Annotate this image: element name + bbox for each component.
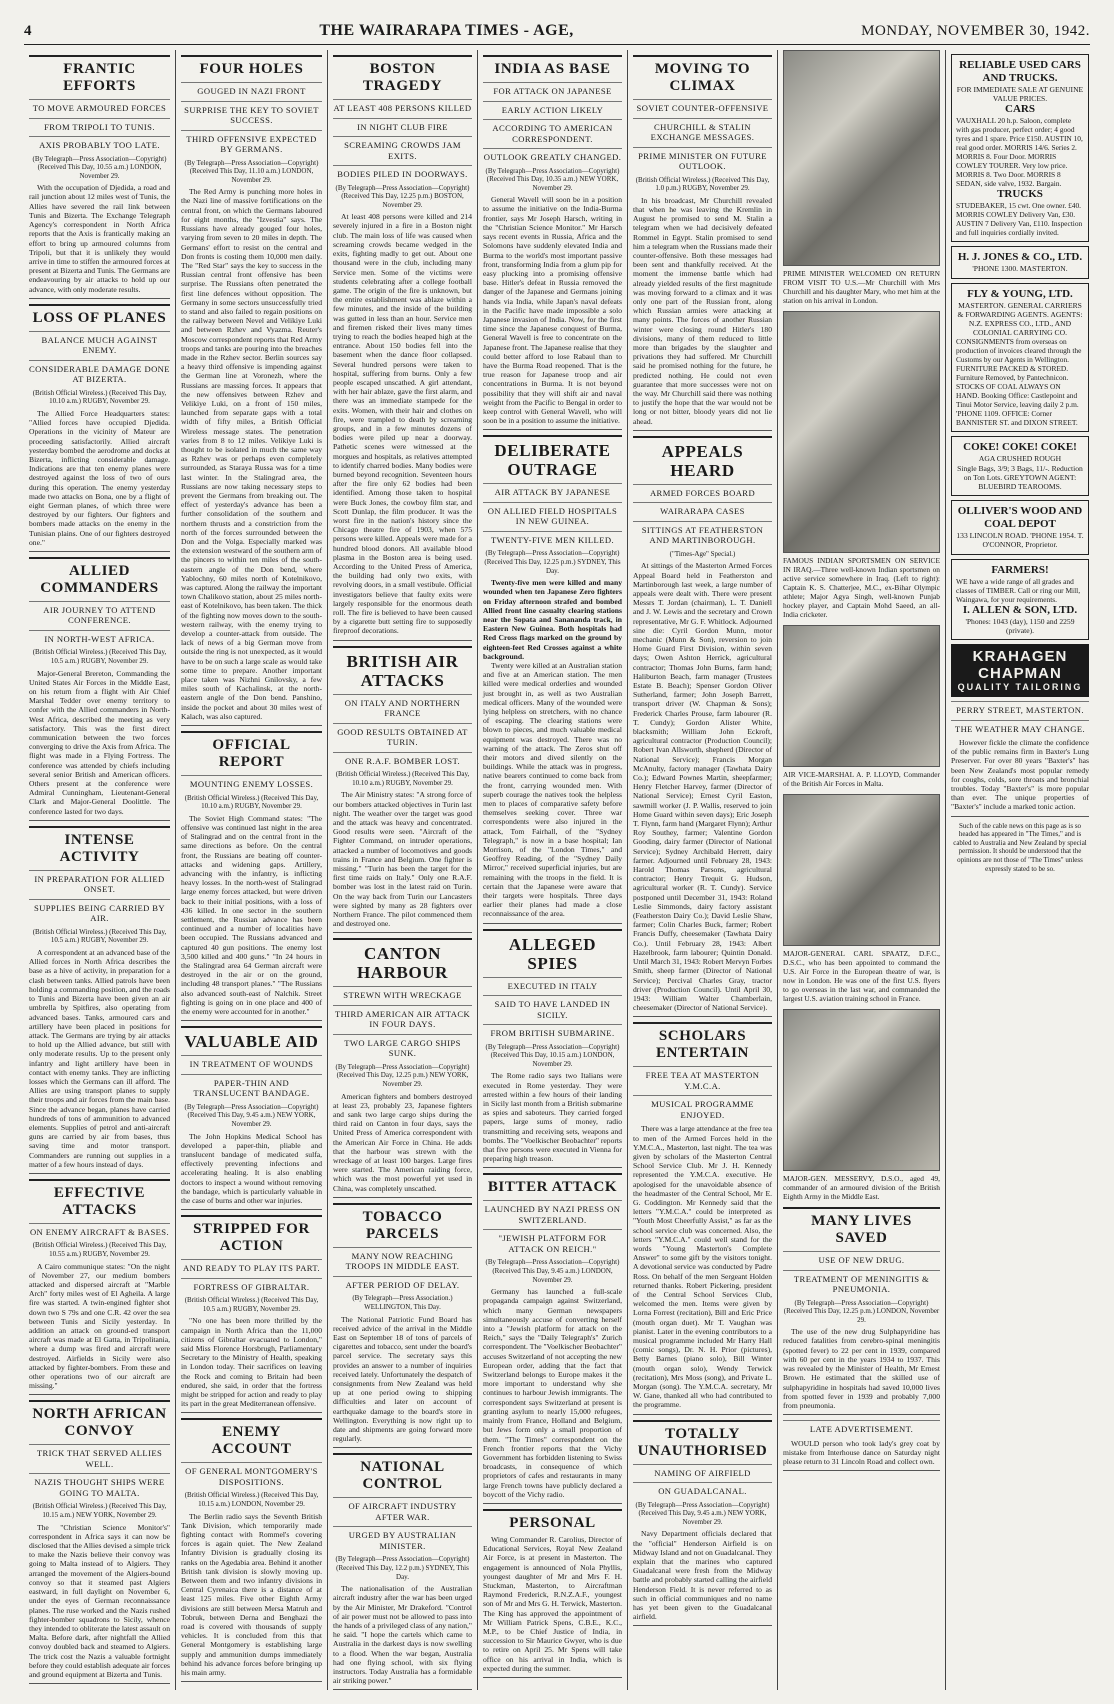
article [29,304,170,552]
article-many-lives-saved [783,1207,940,1415]
photo-caption: FAMOUS INDIAN SPORTSMEN ON SERVICE IN IRAQ.—Three well-known Indian sportsmen on active service somewhere in Iraq. (Left to right): Captain K. S. Chatterjee, M.C., ex-Bihar Olympic athlete; Major Agya Singh, well-known Punjab hockey player, and Captain Mohd Saeed, an all-India cricketer. [783,556,940,619]
column-6 [778,50,946,1690]
dateline: (British Official Wireless.) (Received This Day, 10.10 a.m.) RUGBY, November 29. [32,388,167,406]
ad-firm: I. ALLEN & SON, LTD. [962,603,1078,616]
subheadline: IN NIGHT CLUB FIRE [333,118,472,133]
subheadline: WAIRARAPA CASES [633,502,772,517]
subheadline: FOR ATTACK ON JAPANESE [483,82,622,97]
subheadline: CHURCHILL & STALIN EXCHANGE MESSAGES. [633,118,772,143]
subheadline: SURPRISE THE KEY TO SOVIET SUCCESS. [181,101,322,126]
article-body: Major-General Brereton, Commanding the United States Air Forces in the Middle East, on his return from a flight with Air Chief Marshal Tedder over enemy territory to confer with the Allied commanders in North-West Africa, described the meeting as very satisfactory. This was the first direct communication between the two forces converging to drive the Axis from Africa. The flight was made in a Flying Fortress. The conference was attended by chiefs including several senior British and American officers. Others present at the conference were Admiral Cunningham, Lieutenant-General Clark and Major-General Doolittle. The conference lasted for two days. [29,668,170,816]
article [181,1215,322,1413]
subheadline: OF AIRCRAFT INDUSTRY AFTER WAR. [333,1497,472,1522]
ad-subtitle: MASTERTON. GENERAL CARRIERS & FORWARDING AGENTS. AGENTS: N.Z. EXPRESS CO., LTD., AND COLONIAL CARRYING CO. [957,300,1083,338]
masthead [24,22,1090,45]
article [483,1173,622,1503]
subheadline: MUSICAL PROGRAMME ENJOYED. [633,1095,772,1120]
headline: BOSTON TRAGEDY [333,55,472,95]
subheadline: IN PREPARATION FOR ALLIED ONSET. [29,870,170,895]
subheadline: FROM TRIPOLI TO TUNIS. [29,118,170,133]
subheadline: THIRD AMERICAN AIR ATTACK IN FOUR DAYS. [333,1005,472,1030]
subheadline: BODIES PILED IN DOORWAYS. [333,165,472,180]
photo-churchill [783,50,940,266]
subheadline: ACCORDING TO AMERICAN CORRESPONDENT. [483,119,622,144]
column-7 [946,50,1094,1690]
subheadline: SCREAMING CROWDS JAM EXITS. [333,136,472,161]
ad-farmers [951,559,1089,640]
subheadline: TRICK THAT SERVED ALLIES WELL. [29,1444,170,1469]
article-body: The Berlin radio says the Seventh British Tank Division, which temporarily made fighting contact with Rommel's covering forces is again quiet. The New Zealand Infantry Division is gradually closing its ranks on the Agedabia area. Behind it another British tank division is slowly moving up. Between them and two infantry divisions in Central Cyrenaica there is a distance of at least 125 miles. Five other Eighth Army divisions are still between Mersa Matruh and Tobruk, between Derna and Benghazi the road is covered with thousands of supply vehicles. It is concluded from this that General Montgomery is establishing large supply and ammunition dumps immediately behind his advance forces before bringing up his main army. [181,1511,322,1677]
article-body: "No one has been more thrilled by the campaign in North Africa than the 11,000 citizens of Gibraltar evacuated to London," said Miss Florence Horsbrugh, Parliamentary Secretary to the Ministry of Health, speaking in London today. Their sacrifices on leaving the Rock and coming to Britain had been endured, she said, in order that the fortress might be stripped for action and ready to play its part in the great Mediterranean offensive. [181,1316,322,1409]
ad-body: WOULD person who took lady's grey coat by mistake from Interhouse dance on Saturday night please return to 31 Lincoln Road and collect own. [783,1438,940,1467]
article-body: The use of the new drug Sulphapyridine has reduced fatalities from cerebro-spinal meningitis (spotted fever) to 22 per cent in 1939, compared with 60 per cent in the years 1934 to 1937. This was revealed by the Minister of Health, Mr Ernest Brown. He estimated that the skilled use of sulphapyridine in hospitals had saved 10,000 lives from spotted fever in 1939 and probably 7,000 from pneumonia. [783,1327,940,1410]
subheadline: FROM BRITISH SUBMARINE. [483,1024,622,1039]
article-body: The National Patriotic Fund Board has received advice of the arrival in the Middle East on September 18 of tons of parcels of cigarettes and tobacco, sent under the board's parcel service. The secretary says this provides an answer to a number of inquiries received lately. Unfortunately the despatch of consignments from New Zealand was held up at one period owing to shipping difficulties and later on account of earthquake damage to the board's store in Wellington. Everything is now right up to date and shipments are going forward more regularly. [333,1314,472,1444]
ad-heading: TRUCKS [997,188,1043,201]
subheadline: FORTRESS OF GIBRALTAR. [181,1278,322,1293]
issue-date: MONDAY, NOVEMBER 30, 1942. [861,23,1090,39]
subheadline: AIR ATTACK BY JAPANESE [483,483,622,498]
dateline: (By Telegraph—Press Association—Copyright) (Received This Day, 10.55 a.m.) LONDON, November 29. [32,154,167,180]
headline: INDIA AS BASE [483,55,622,78]
headline: TOBACCO PARCELS [333,1203,472,1243]
subheadline: SOVIET COUNTER-OFFENSIVE [633,99,772,114]
dateline: (By Telegraph—Press Association—Copyright) (Received This Day, 9.45 a.m.) NEW YORK, November 29. [184,1102,319,1128]
subheadline: EARLY ACTION LIKELY [483,101,622,116]
article [633,55,772,431]
subheadline: SUPPLIES BEING CARRIED BY AIR. [29,899,170,924]
dateline: ("Times-Age" Special.) [669,549,736,558]
subheadline: ON ALLIED FIELD HOSPITALS IN NEW GUINEA. [483,502,622,527]
headline: FRANTIC EFFORTS [29,55,170,95]
dateline: (By Telegraph—Press Association.) WELLINGTON, This Day. [352,1294,453,1311]
subheadline: PRIME MINISTER ON FUTURE OUTLOOK. [633,147,772,172]
headline: TOTALLY UNAUTHORISED [633,1420,772,1460]
article-lead: Twenty-five men were killed and many wounded when ten Japanese Zero fighters on Friday afternoon strafed and bombed Allied front line casualty clearing stations near the Sopata and Sanananda track, in Eastern New Guinea. Both hospitals had Red Cross flags marked on the ground by eighteen-feet Red Crosses against a white background. [483,578,622,661]
headline: OFFICIAL REPORT [181,731,322,771]
article-body: A correspondent at an advanced base of the Allied forces in North Africa describes the base as a hive of activity, in preparation for a clash between tanks. Allied patrols have been holding a commanding position, and the roads to Tunis and Bizerta have been given an air umbrella by Spitfires, also operating from advanced bases. Tanks, armoured cars and artillery have been placed in positions for attack. The Germans are trying by air attacks to hold up the Allied advance, but still with only moderate results. Up to the present only infantry and light artillery have been in contact with enemy tanks. They are inflicting losses which the Germans can ill afford. The Allies are using transport planes to supply their troops and air forces from the main base. Since the advance began, planes have carried hundreds of tons of ammunition to advanced elements. Supplies of petrol and anti-aircraft guns are carried by air from bases, thus saving time and motor transport. Commanders are running out supplies in a matter of a few hours instead of days. [29,948,170,1169]
article [181,1418,322,1682]
krahagen-chapman-logo [951,644,1089,697]
subheadline: IN NORTH-WEST AFRICA. [29,630,170,645]
dateline: (British Official Wireless.) (Received This Day, 10.5 a.m.) RUGBY, November 29. [32,648,167,666]
photo-messervy [783,1009,940,1171]
article-body: Wing Commander R. Carolius, Director of Educational Services, Royal New Zealand Air Force, is at present in Masterton. The engagement is announced of Nola Phyllis, youngest daughter of Mr and Mrs F. H. Stuckman, Masterton, to Aircraftman Raymond Frederick, R.N.Z.A.F., youngest son of Mr and Mrs G. H. Terwick, Masterton. The King has approved the appointment of Mr William Patrick Spens, C.B.E., K.C., M.P., to be Chief Justice of India, in succession to Sir Maurice Gwyer, who is due to retire on April 25. Mr Spens will take office on his arrival in India, which is expected during the summer. [483,1534,622,1673]
headline: DELIBERATE OUTRAGE [483,435,622,479]
subheadline: CONSIDERABLE DAMAGE DONE AT BIZERTA. [29,360,170,385]
article-body: The Soviet High Command states: "The offensive was continued last night in the area of Stalingrad and on the central front in the same directions as before. On the central front, the Russians are beating off counter-attacks and widening gaps. Artillery, advancing with the infantry, is inflicting heavy losses. In the north-west of Stalingrad large enemy forces attacked, but were driven back to their initial positions, with a loss of 436 killed. In one sector in the southern settlement, the Russian advance has been continued and a number of localities have been occupied. The Russians advanced and captured 40 gun positions. The enemy lost 3,500 killed and 400 guns." "In 24 hours in the Stalingrad area 64 German aircraft were destroyed in the air or on the ground, including 48 transport planes." "The Russians also advanced south-east of Nalchik. Street fighting is going on in one place and 400 of the enemy were accounted for in another." [181,813,322,1017]
article [29,1179,170,1396]
article [633,1420,772,1627]
dateline: (British Official Wireless.) (Received This Day, 10.10 a.m.) RUGBY, November 29. [335,770,470,787]
subheadline: AT LEAST 408 PERSONS KILLED [333,99,472,114]
article [483,929,622,1169]
headline: NORTH AFRICAN CONVOY [29,1400,170,1440]
photo-indian-sportsmen [783,311,940,553]
headline: VALUABLE AID [181,1026,322,1051]
subheadline: TREATMENT OF MENINGITIS & PNEUMONIA. [783,1270,940,1295]
subheadline: MOUNTING ENEMY LOSSES. [181,775,322,790]
article [333,1453,472,1690]
cable-news-footnote: Such of the cable news on this page as is so headed has appeared in "The Times," and is cabled to Australia and New Zealand by special permission. It should be understood that the opinions are not those of "The Times" unless expressly stated to be so. [953,821,1087,873]
dateline: (By Telegraph—Press Association—Copyright) (Received This Day, 12.2 p.m.) SYDNEY, This Day. [335,1555,470,1581]
article [483,55,622,430]
ad-text: CONSIGNMENTS from overseas on production of invoices cleared through the Customs by our Agents in Wellington. FURNITURE PACKED & STORED. Furniture Removed, by Pantechnicon. STOCKS OF COAL ALWAYS ON HAND. Booking Office: Castlepoint and Tinui Motor Service, leaving daily 2 p.m. 'PHONE 1109. OFFICE: Corner BANNISTER ST. and DIXON STREET. [956,337,1082,428]
article [29,55,170,299]
dateline: (By Telegraph—Press Association—Copyright) (Received This Day, 9.45 a.m.) LONDON, November 29. [485,1258,620,1284]
dateline: (By Telegraph—Press Association—Copyright) (Received This Day, 11.10 a.m.) LONDON, November 29. [184,158,319,184]
ad-heading: CARS [1005,103,1035,116]
subheadline: OF GENERAL MONTGOMERY'S DISPOSITIONS. [181,1462,322,1487]
article-body: In his broadcast, Mr Churchill revealed that when he was leaving the Kremlin in August he promised to send M. Stalin a telegram when we had decisively defeated Rommel in Egypt. Stalin promised to send him a telegram when the Russians made their counter-offensive. Both these messages had been sent and thankfully received. At the moment the immense battle which had already yielded results of the first magnitude was moving forward to a climax and it was only one part of the Russian front, along which Russian armies were attacking at many points. The forces of another Russian winter were closing round Hitler's 180 divisions, many of them reduced to little more than brigades by the slaughter and privations they had suffered. Mr Churchill said he promised nothing for the future, he predicted nothing. He could not even guarantee that more successes were not on the way. Mr Churchill said there was nothing to justify the hope that the war would not be long or not bitter, bloody years did not lie ahead. [633,195,772,426]
dateline: (British Official Wireless.) (Received This Day, 10.5 a.m.) RUGBY, November 29. [32,927,167,945]
headline: BITTER ATTACK [483,1173,622,1196]
subheadline: IN TREATMENT OF WOUNDS [181,1055,322,1070]
subheadline: USE OF NEW DRUG. [783,1251,940,1266]
subheadline: NAMING OF AIRFIELD [633,1464,772,1479]
dateline: (By Telegraph—Press Association—Copyright) (Received This Day, 9.45 a.m.) NEW YORK, November 29. [635,1500,770,1526]
column-5 [628,50,778,1690]
headline: LOSS OF PLANES [29,304,170,327]
photo-lloyd [783,625,940,767]
article-body: At least 408 persons were killed and 214 severely injured in a fire in a Boston night club. The main loss of life was caused when screaming crowds became wedged in the exits, fighting madly to get out. About one thousand were in the club, including many Service men. Some of the victims were students celebrating after a college football game. The origin of the fire is unknown, but the entire establishment was ablaze within a few minutes, and the inside of the building was gutted in less than an hour. Service men and firemen risked their lives many times trying to reach the bodies heaped high at the entrance. About 150 bodies fell into the basement when the dance floor collapsed. Several hundred persons were taken to hospital, suffering from burns. Only a few people escaped unscathed. A girl attendant, with her hair ablaze, gave the first alarm, and there was an immediate stampede for the exits. Women, with their hair and clothes on fire, were trampled to death by screaming groups, and in a few minutes dozens of bodies were piled up near a doorway. Pathetic scenes were witnessed at the morgues and hospitals, as relatives attempted to identify charred bodies. Many bodies were burned beyond recognition. Seventeen hours after the fire only 62 bodies had been identified. Among those taken to hospital were Buck Jones, the cowboy film star, and Scott Dunlap, the film producer. It was the worst fire in the nation's history since the Chicago theatre fire of 1903, when 575 persons were killed. Appeals were made for a hundred blood donors. All available blood plasma in the Boston area is being used. According to the United Press of America, the building had only two exits, with revolving doors, in a small vestibule. Official investigators believe that faulty exits were largely responsible for the enormous death roll. The fire is believed to have been caused by a cigarette butt setting fire to supposedly fireproof decorations. [333,212,472,636]
article [483,1509,622,1678]
headline: EFFECTIVE ATTACKS [29,1179,170,1219]
late-advertisement [783,1420,940,1471]
ad-subtitle: 'PHONE 1300. MASTERTON. [972,264,1068,274]
ad-phones: 'Phones: 1043 (day), 1150 and 2259 (private). [965,616,1075,635]
ad-text: STUDEBAKER, 15 cwt. One owner. £40. MORRIS COWLEY Delivery Van, £30. AUSTIN 7 Delivery Van, £110. Inspection and full inquiries cordially invited. [956,201,1083,238]
article-body: The Air Ministry states: "A strong force of our bombers attacked objectives in Turin last night. The weather over the target was good and the attack was heavy and concentrated. Good results were seen. "Aircraft of the Fighter Command, on intruder operations, attacked a number of locomotives and goods trains in France and Belgium. One fighter is missing." "Turin has been the target for the first time raids on Italy." Only one R.A.F. bomber was lost in the latest raid on Turin. On the way back from Turin our Lancasters were sighted by many as 28 fighters over Northern France. The pilot commenced them and destroyed one. [333,790,472,929]
dateline: (British Official Wireless.) (Received This Day, 10.10 a.m.) RUGBY, November 29. [184,793,319,811]
ad-fly-young [951,283,1089,433]
subheadline: AFTER PERIOD OF DELAY. [333,1276,472,1291]
subheadline: TWENTY-FIVE MEN KILLED. [483,531,622,546]
subheadline: GOUGED IN NAZI FRONT [181,82,322,97]
headline: CANTON HARBOUR [333,938,472,982]
article-body: A Cairo communique states: "On the night of November 27, our medium bombers attacked and dispersed aircraft at "Marble Arch" forty miles west of El Agheila. A large fire was started. A twin-engined fighter shot down two S 79s and one C.R. 42 over the sea between Tunis and Sicily yesterday. In addition an attack on ground-ed transport aircraft was made at El Gatta, in Tripolitania, where a dump was fired and aircraft were destroyed. Airfields in Sicily were also attacked by fighter-bombers. From these and other operations two of our aircraft are missing." [29,1261,170,1391]
ad-subtitle: FOR IMMEDIATE SALE AT GENUINE VALUE PRICES. [956,85,1084,104]
ad-subtitle: 133 LINCOLN ROAD. 'PHONE 1954. T. O'CONNOR, Proprietor. [956,531,1084,550]
article [29,1400,170,1684]
subheadline: GOOD RESULTS OBTAINED AT TURIN. [333,723,472,748]
article-body: The John Hopkins Medical School has developed a paper-thin, pliable and translucent bandage of medicated sulfa, effectively preventing infections and accelerating healing. It is also enabling doctors to inspect a wound without removing the bandage, which is particularly valuable in the case of burns and other war injuries. [181,1131,322,1205]
article-body: The "Christian Science Monitor's" correspondent in Africa says it can now be disclosed that the Allies devised a simple trick to make the Nazis believe their convoy was going to Malta instead of to Algiers. They arranged the movement of the Algiers-bound convoy so that it steamed past Algiers eastward, in full daylight on November 6, under the eyes of German reconnaissance planes. The ruse worked and the Nazis rushed fighter-bomber squadrons to Sicily, whence they intended to obliterate the latest assault on Malta. Before dark, after nightfall the Allied convoy doubled back and steamed to Algiers. The trick cost the Nazis a valuable fortnight before they could establish adequate air forces and ground equipment at Bizerta and Tunis. [29,1522,170,1679]
ad-coke [951,436,1089,496]
headline: BRITISH AIR ATTACKS [333,646,472,690]
subheadline: TO MOVE ARMOURED FORCES [29,99,170,114]
ad-text: VAUXHALL 20 h.p. Saloon, complete with gas producer, perfect order; 4 good tyres and 1 spare. Price £150. AUSTIN 10, real good order. MORRIS 14/6. Series 2. MORRIS 8. Four Door. MORRIS COWLEY TOURER. Very low price. MORRIS 8. Two Door. MORRIS 8 SEDAN, side valve, 1932. Bargain. [956,116,1083,189]
photo-caption: MAJOR-GEN. MESSERVY, D.S.O., aged 49, commander of an armoured division of the British Eighth Army in the Middle East. [783,1174,940,1201]
column-3 [328,50,478,1690]
subheadline: ON ITALY AND NORTHERN FRANCE [333,694,472,719]
article [633,1022,772,1414]
subheadline: STREWN WITH WRECKAGE [333,986,472,1001]
subheadline: ARMED FORCES BOARD [633,484,772,499]
article [181,731,322,1021]
subheadline: ON GUADALCANAL. [633,1482,772,1497]
ad-text: WE have a wide range of all grades and classes of TIMBER. Call or ring our Mill, Waingawa, for your requirements. [956,576,1081,604]
dateline: (British Official Wireless.) (Received This Day, 10.5 a.m.) RUGBY, November 29. [184,1296,319,1313]
ad-title: RELIABLE USED CARS AND TRUCKS. [959,59,1081,84]
dateline: (By Telegraph—Press Association—Copyright) (Received This Day, 12.25 p.m.) NEW YORK, November 29. [335,1062,470,1089]
ad-title: H. J. JONES & CO., LTD. [957,251,1083,264]
ad-title: FARMERS! [991,563,1049,576]
ad-jones [951,246,1089,278]
subheadline: BALANCE MUCH AGAINST ENEMY. [29,331,170,356]
headline: NATIONAL CONTROL [333,1453,472,1493]
article [181,1026,322,1210]
headline: ALLIED COMMANDERS [29,557,170,597]
headline: ALLEGED SPIES [483,929,622,973]
subheadline: ON ENEMY AIRCRAFT & BASES. [29,1223,170,1238]
article-body: General Wavell will soon be in a position to assume the initiative on the India-Burma frontier, says Mr Joseph Harsch, writing in the "Christian Science Monitor." Mr Harsch says recent events in Russia, Africa and the Solomons have suddenly elevated India and Burma to the world's most important passive front, transforming India from a glum pip for easy plucking into a promising offensive base. Hitler's defeat in Russia removed the danger of the Japanese and Germans joining hands via India, while Japan's naval defeats in the Pacific have made impossible a solo Japanese invasion of India. Now, for the first time since the Japanese conquest of Burma, General Wavell is free to concentrate on the Japanese front. The Japanese realise that they could better afford to lose Rabaul than to have the Burma Road reopened. That is the true reason for Japanese troop and air concentrations in Burma. It is not beyond possibility that they will shift air and naval weight from the Pacific to Bengal in order to keep control with General Wavell, who will soon be in a position to assume the initiative. [483,195,622,426]
article [483,435,622,923]
article [29,557,170,821]
ad-used-cars [951,54,1089,242]
subheadline: OUTLOOK GREATLY CHANGED. [483,148,622,163]
article-body: Germany has launched a full-scale propaganda campaign against Switzerland, which many German newspapers simultaneously accuse of converting herself into a "Jewish platform for attack on the Reich," says the "Daily Telegraph's" Zurich correspondent. The "Voelkischer Beobachter" accuses Switzerland of not accepting the new European order, adding that the fact that Switzerland belongs to Europe makes it the more important to understand why she continues to harbour Jewish immigrants. The correspondent says Switzerland at present is granting asylum to nearly 15,000 refugees, mainly from France, Holland and Belgium, but Jews form only a small proportion of them. "The Times" correspondent on the French frontier reports that the Vichy Government has forbidden listening to Swiss broadcasts, in consequence of which proprietors of cafes and restaurants in many large French towns have publicly declared a boycott of the Vichy radio. [483,1287,622,1499]
headline: ENEMY ACCOUNT [181,1418,322,1458]
subheadline: LAUNCHED BY NAZI PRESS ON SWITZERLAND. [483,1200,622,1225]
subheadline: TWO LARGE CARGO SHIPS SUNK. [333,1034,472,1059]
photo-caption: MAJOR-GENERAL CARL SPAATZ, D.F.C., D.S.C., who has been appointed to command the U.S. Air Force in the European theatre of war, is now in London. He was one of the first U.S. flyers to go overseas in the last war, and commanded the largest U.S. aviation training school in France. [783,949,940,1003]
subheadline: MANY NOW REACHING TROOPS IN MIDDLE EAST. [333,1247,472,1272]
ad-body: However fickle the climate the confidence of the public remains firm in Baxter's Lung Preserver. For over 80 years "Baxter's" has been New Zealand's most popular remedy for coughs, colds, sore throats and bronchial troubles. Today "Baxter's" is more popular than ever. The unique properties of "Baxter's" include a marked tonic action. [951,738,1089,812]
column-4 [478,50,628,1690]
article-body: Twenty were killed at an Australian station and five at an American station. The men killed were medical orderlies and wounded just brought in, as well as two Australian medical officers. Many of the wounded were lying helpless on stretchers, with no chance of escaping. The clearing stations were blown to pieces, and much valuable medical equipment was destroyed. There was no warning of the attack. The Zeros shut off their motors and dived silently on the buildings. While the attack was in progress, native bearers continued to come back from the front, carrying wounded men. With superb courage the natives took the helpless men to places of comparative safety before themselves seeking cover. Three war correspondents were also injured in the attack, Tom Fairhall, of the "Sydney Telegraph," is now in a base hospital; Ian Morrison, of the "London Times," and Geoffrey Reading, of the "Sydney Daily Mirror," received superficial injuries, but are remaining with the troops in the field. It is certain that the Japanese were aware that their targets were hospitals. Three days earlier their planes had made a close reconnaissance of the area. [483,660,622,919]
article-body: American fighters and bombers destroyed at least 23, probably 23, Japanese fighters and sank two large cargo ships during the third raid on Canton in four days, says the United Press of America correspondent with the American Air Force in China. He adds that the harbour was strewn with the wreckage of at least 100 barges. Large fires were started. The American raiding force, which was the most powerful yet used in China, was completely unscathed. [333,1091,472,1193]
page-columns [24,50,1094,1690]
article [633,436,772,1018]
headline: MANY LIVES SAVED [783,1207,940,1247]
headline: MOVING TO CLIMAX [633,55,772,95]
article [333,55,472,641]
subheadline: NAZIS THOUGHT SHIPS WERE GOING TO MALTA. [29,1473,170,1498]
subheadline: URGED BY AUSTRALIAN MINISTER. [333,1526,472,1551]
headline: STRIPPED FOR ACTION [181,1215,322,1255]
ad-weather [951,720,1089,817]
headline: FOUR HOLES [181,55,322,78]
ad-text: Single Bags, 3/9; 3 Bags, 11/-. Reduction on Ton Lots. GREYTOWN AGENT: BLUEBIRD TEAROOMS. [957,463,1083,492]
subheadline: "JEWISH PLATFORM FOR ATTACK ON REICH." [483,1229,622,1254]
subheadline: ONE R.A.F. BOMBER LOST. [333,752,472,767]
ad-title: COKE! COKE! COKE! [963,441,1077,454]
subheadline: EXECUTED IN ITALY [483,977,622,992]
column-2 [176,50,328,1690]
article-body: The Allied Force Headquarters states: "Allied forces have occupied Djedida. Operations in the vicinity of Mateur are proceeding satisfactorily. Allied aircraft yesterday bombed the aerodrome and docks at Bizerta, inflicting considerable damage. Indications are that ten enemy planes were destroyed against the loss of two of ours during this operation. The enemy yesterday made two attacks on Bona, one by a flight of eight German planes, of which three were destroyed by our fighters. Our fighters and bombers made attacks on the enemy in the Tunisian plains. One of our fighters destroyed one." [29,408,170,547]
article [29,826,170,1174]
article-body: There was a large attendance at the free tea to men of the Armed Forces held in the Y.M.C.A., Masterton, last night. The tea was given by scholars of the Masterton Central School Service Club. Mr J. H. Kennedy represented the Y.M.C.A. executive. He apologised for the unavoidable absence of the headmaster of the Central School, Mr E. G. Coddington. Mr Kennedy said that the letters "Y.M.C.A." could be interpreted as "Youth Most Cheerfully Assist," as far as the school service club was concerned. Also, the letters "Y.M.C.A." could well stand for the words "Young Masterton's Complete Answer" to some gift by the visitors tonight. A devotional service was conducted by Padre Ross. On behalf of the men Sergeant Holden returned thanks. Robert Pickering, president of the Central School Services Club, welcomed the men. Items were given by Lorna Forrest (recitation), Bill and Eric Price (mouth organ duet). Mr T. Vaughan was pianist. Later in the evening contributors to a musical programme included Mr Harry Hall (comic songs), Dr. N. H. Prior (pictures), Betty Barnes (piano solo), Bill Winter (mouth organ solo), Wendy Terwick (recitation), Mrs Moss (song), and Private L. Morgan (song). The Y.M.C.A. secretary, Mr W. Gane, thanked all who had contributed to the programme. [633,1124,772,1410]
article-body: With the occupation of Djedida, a road and rail junction about 12 miles west of Tunis, the Allies have severed the rail link between Tunis and Bizerta. The Exchange Telegraph Agency's correspondent in North Africa reports that the Axis is frantically making an effort to bring up armoured columns from Tripoli, but that it is unlikely they would arrive in time to stiffen the armoured forces at present at Bizerta and Tunis. The Germans are endeavouring by air attacks to hold up our advance, with only moderate results. [29,183,170,294]
photo-caption: AIR VICE-MARSHAL A. P. LLOYD, Commander of the British Air Forces in Malta. [783,770,940,788]
ad-title: LATE ADVERTISEMENT. [783,1420,940,1435]
ad-title: THE WEATHER MAY CHANGE. [951,720,1089,735]
ad-olliver [951,500,1089,554]
dateline: (By Telegraph—Press Association—Copyright) (Received This Day, 12.25 p.m.) BOSTON, November 29. [335,183,470,209]
logo-tagline: QUALITY TAILORING [957,682,1083,693]
subheadline: SAID TO HAVE LANDED IN SICILY. [483,995,622,1020]
headline: PERSONAL [483,1509,622,1532]
subheadline: AND READY TO PLAY ITS PART. [181,1259,322,1274]
headline: INTENSE ACTIVITY [29,826,170,866]
article [181,55,322,726]
article [333,1203,472,1449]
dateline: (British Official Wireless.) (Received This Day, 10.55 a.m.) RUGBY, November 29. [32,1241,167,1259]
dateline: (By Telegraph—Press Association—Copyright) (Received This Day, 12.25 p.m.) SYDNEY, This Day. [484,549,621,575]
column-1 [24,50,176,1690]
dateline: (By Telegraph—Press Association—Copyright) (Received This Day, 12.25 p.m.) LONDON, November 29. [783,1298,940,1324]
article-body: The Rome radio says two Italians were executed in Rome yesterday. They were arrested within a few hours of their landing in Sicily last month from a British submarine as spies and saboteurs. They carried forged papers, large sums of money, radio transmitting and receiving sets, weapons and bombs. The "Voelkischer Beobachter" reports that five persons were executed in Vienna for preparing high treason. [483,1071,622,1164]
photo-spaatz [783,794,940,946]
subheadline: AIR JOURNEY TO ATTEND CONFERENCE. [29,601,170,626]
article-body: Navy Department officials declared that the "official" Henderson Airfield is on Midway Island and not on Guadalcanal. They explain that the marines who captured Guadalcanal were fresh from the Midway battle and probably started calling the airfield Henderson Field. It is never referred to as such in official communiques and no name has yet been given to the Guadalcanal airfield. [633,1529,772,1622]
page-number: 4 [24,23,32,39]
dateline: (By Telegraph—Press Association—Copyright) (Received This Day, 10.35 a.m.) NEW YORK, November 29. [485,166,620,192]
article [333,646,472,934]
headline: APPEALS HEARD [633,436,772,480]
ad-subtitle: AGA CRUSHED ROUGH [978,454,1062,464]
dateline: (By Telegraph—Press Association—Copyright) (Received This Day, 10.15 a.m.) LONDON, November 29. [485,1042,620,1068]
article-body: The nationalisation of the Australian aircraft industry after the war has been urged by the Air Minister, Mr Drakeford. "Control of air power must not be allowed to pass into the hands of a privileged class of any nation," he said. "I hope the cartels which came to Australia in the darkest days is now swelling to a flood. When the war began, Australia had one flying school, with six flying instructors. Today Australia has a formidable air striking power." [333,1584,472,1686]
article-body: The Red Army is punching more holes in the Nazi line of massive fortifications on the central front, on which the Germans laboured for eight months, the "Izvestia" says. The Russians have already gouged four holes, varying from seven to 20 miles in depth. The Germans' effort to resist on the central and Don fronts is costing them 10,000 men daily. The "Red Star" says the key to success in the Russian central front offensive has been surprise. The Russians often penetrated the first line defences without opposition. The Germany in some sectors unsuccessfully tried to stand and also failed to regain positions on the railway between Nevel and Velikiye Luki and between Rzhev and Vyazma. Reuter's Moscow correspondent reports that Red Army troops and tanks are pouring into the breaches made in the Rzhev sector. Berlin sources say a heavy third offensive is impending against the German line at Voronezh, where the Russians are massing forces. It appears that the new offensives between Rzhev and Velikiye Luki, on a front of 150 miles, launched from separate gaps with a total width of fifty miles, a British Official Wireless message states. The penetration varies from 8 to 12 miles. Velikiye Luki is thought to be isolated in much the same way as Rzhev was or perhaps even completely surrounded, as Staraya Russa was for a time last winter. In the Stalingrad area, the Russians are now taking necessary steps to prevent the Germans from breaking out. The effect of yesterday's advance has been a further consolidation of the southern and northern thrusts and a constriction from the north of the forces surrounded between the Don and the Volga. Especially marked was the extension westward of the southern arm of the pincers to within ten miles of the south-eastern angle of the Don bend, where Yablochny, 60 miles north of Kotelnikovo, was captured. Along the railway the important town Chalikovo station, about 25 miles north-east of Kotelnikovo, has been taken. The thick of the fighting now moves down to the south-western railway, with the enemy trying to develop a counter-attack from outside. The lack of news of a big German move from outside the ring is not unexpected, as it would have to be on such a large scale as would take some time to prepare. Another important place taken was Nizhni Gnilovsky, a few miles south of Kachalinsk, at the north-eastern angle of the Don bend. Panshino, inside the pocket and about 30 miles west of Kalach, was also captured. [181,187,322,721]
dateline: (British Official Wireless.) (Received This Day, 1.0 p.m.) RUGBY, November 29. [635,175,770,193]
subheadline: FREE TEA AT MASTERTON Y.M.C.A. [633,1066,772,1091]
subheadline: PAPER-THIN AND TRANSLUCENT BANDAGE. [181,1074,322,1099]
subheadline: SITTINGS AT FEATHERSTON AND MARTINBOROUGH. [633,521,772,546]
dateline: (British Official Wireless.) (Received This Day, 10.15 a.m.) LONDON, November 29. [184,1491,319,1508]
ad-title: OLLIVER'S WOOD AND COAL DEPOT [957,505,1083,531]
subheadline: THIRD OFFENSIVE EXPECTED BY GERMANS. [181,130,322,155]
ad-title: FLY & YOUNG, LTD. [967,287,1073,300]
article-body: At sittings of the Masterton Armed Forces Appeal Board held in Featherston and Martinborough last week, a large number of appeals were dealt with. There were present Messrs T. Jordan (chairman), L. T. Daniell and J. W. Lewis and the secretary and Crown representative, Mr G. F. Whitlock. Adjourned sine die: Cyril Gordon Munn, motor mechanic (Munn & Son), reversion to join Home Guard First Division, within seven days; Owen Ashton Herrick, agricultural contractor; Thomas John Burns, farm hand; Haliburton Beach, farm manager (Trustees Estate B. Beach); Spenser Gordon Oliver Sutherland, farmer; John Joseph Barrett, transport driver (W. Chapman & Sons); Frederick Charles Prouse, farm labourer (R. T. Cundy); Gordon Alister White, blacksmith; William John Eckroft, agricultural contractor (Production Council); Robert Ivan Allsworth, shepherd (Director of National Service); Francis Morgan McAnulty, factory manager (Tawhata Dairy Co.); Edward Pownes Martin, sheepfarmer; Henry Fletcher Harvey, farmer (Director of National Service); Ernest Cyril Easton, sawmill worker (J. P. Wallis, reserved to join Home Guard within seven days); Eric Joseph T. Flynn, farm hand (Margaret Flynn); Arthur Roy Southey, farmer; Valentine Gordon Gooding, dairy farmer (Director of National Service); Sydney Archibald Herrett, dairy farmer. Adjourned until February 28, 1943: Harold Thomas Parsons, agricultural contractor; Henry Trequit G. Hudson, agricultural worker (R. T. Cundy). Service postponed until December 31, 1943: Roland Leslie Simmonds, dairy factory assistant (Featherston Dairy Co.); David Leslie Shaw, farmer; Colin Charles Buck, farmer; Robert Francis Duffy, cheesemaker (Tawhata Dairy Co.). Until February 28, 1943: Albert Hazelbrook, farm labourer; Quintin Donald. Until March 31, 1943: Robert Mervyn Forbes Smith, sheep farmer (Director of National Service); Percival Charles Gray, tractor driver (Production Council). Until April 30, 1943: William Walter Chamberlain, cheesemaker (Director of National Service). [633,561,772,1013]
photo-caption: PRIME MINISTER WELCOMED ON RETURN FROM VISIT TO U.S.—Mr Churchill with Mrs Churchill and his daughter Mary, who met him at the station on his arrival in London. [783,269,940,305]
headline: SCHOLARS ENTERTAIN [633,1022,772,1062]
logo-name: KRAHAGEN CHAPMAN [972,648,1068,683]
subheadline: AXIS PROBABLY TOO LATE. [29,136,170,151]
logo-address: PERRY STREET, MASTERTON. [951,701,1089,716]
newspaper-name: THE WAIRARAPA TIMES - AGE, [319,22,574,39]
article [333,938,472,1198]
dateline: (British Official Wireless.) (Received This Day, 10.15 a.m.) NEW YORK, November 29. [32,1502,167,1520]
